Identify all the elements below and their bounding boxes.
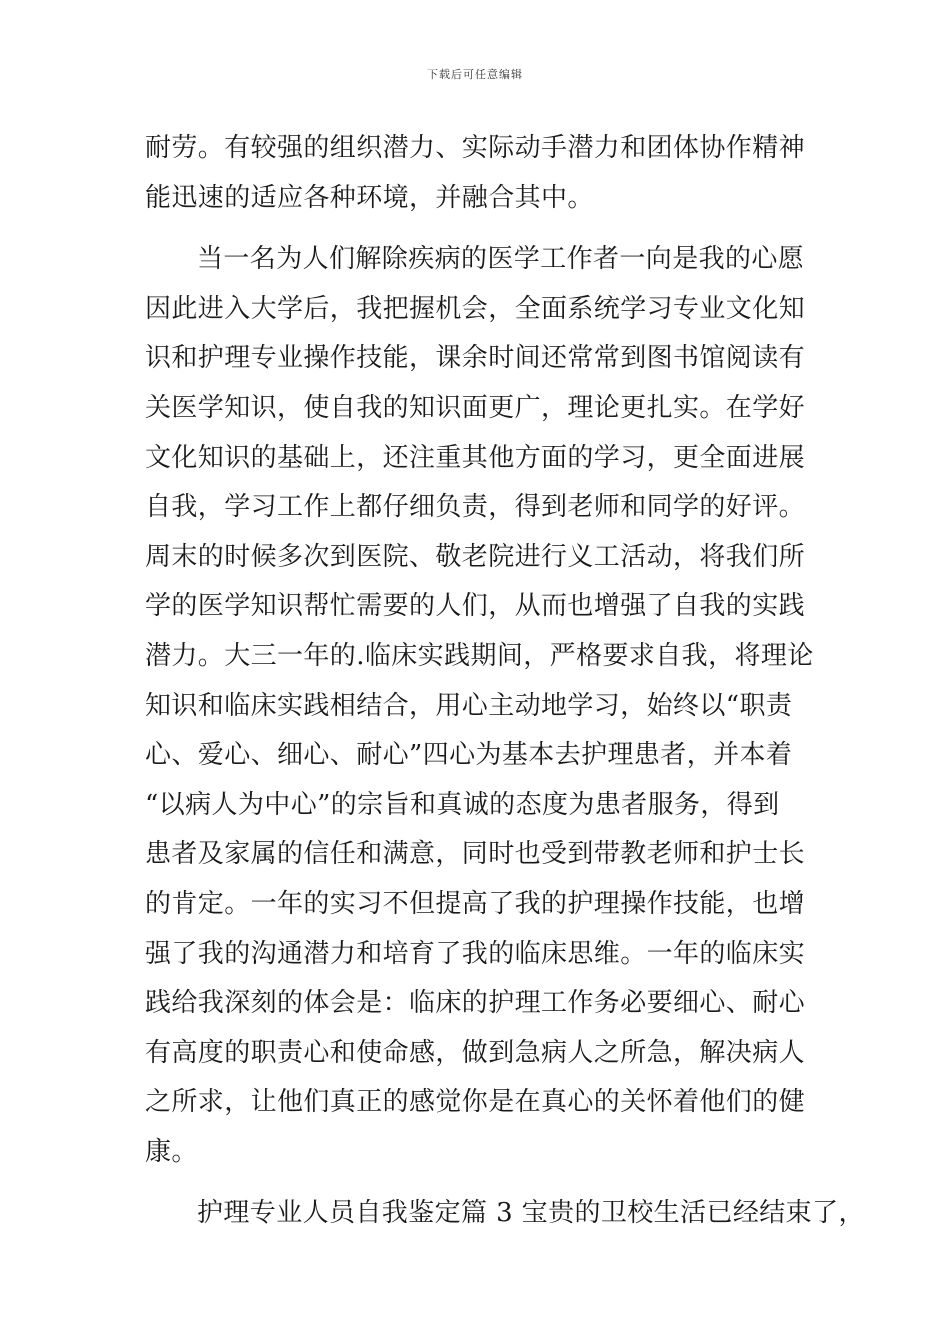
text-line: 践给我深刻的体会是：临床的护理工作务必要细心、耐心 [145, 988, 806, 1019]
page-header: 下载后可任意编辑 [427, 68, 523, 81]
text-line: 护理专业人员自我鉴定篇 3 宝贵的卫校生活已经结束了， [197, 1198, 865, 1229]
text-line: 学的医学知识帮忙需要的人们，从而也增强了自我的实践 [145, 591, 806, 622]
text-line: 关医学知识，使自我的知识面更广，理论更扎实。在学好 [145, 392, 806, 423]
text-line: 周末的时候多次到医院、敬老院进行义工活动，将我们所 [145, 541, 806, 572]
text-line: 知识和临床实践相结合，用心主动地学习，始终以“职责 [145, 690, 793, 721]
text-line: “以病人为中心”的宗旨和真诚的态度为患者服务，得到 [145, 789, 780, 820]
text-line: 心、爱心、细心、耐心”四心为基本去护理患者，并本着 [145, 740, 793, 771]
paragraph [145, 1189, 865, 1239]
text-line: 文化知识的基础上，还注重其他方面的学习，更全面进展 [145, 442, 806, 473]
text-line: 有高度的职责心和使命感，做到急病人之所急，解决病人 [145, 1037, 806, 1068]
text-line: 之所求，让他们真正的感觉你是在真心的关怀着他们的健 [145, 1087, 806, 1118]
text-line: 的肯定。一年的实习不但提高了我的护理操作技能，也增 [145, 888, 806, 919]
text-line: 强了我的沟通潜力和培育了我的临床思维。一年的临床实 [145, 938, 806, 969]
document-body [145, 124, 865, 1239]
text-line: 潜力。大三一年的.临床实践期间，严格要求自我，将理论 [145, 640, 814, 671]
paragraph [145, 124, 810, 223]
paragraph [145, 235, 814, 1177]
text-line: 能迅速的适应各种环境，并融合其中。 [145, 182, 594, 213]
text-line: 自我，学习工作上都仔细负责，得到老师和同学的好评。 [145, 492, 806, 523]
text-line: 当一名为人们解除疾病的医学工作者一向是我的心愿 [197, 244, 805, 275]
text-line: 识和护理专业操作技能，课余时间还常常到图书馆阅读有 [145, 343, 806, 374]
text-line: 康。 [145, 1136, 198, 1167]
text-line: 患者及家属的信任和满意，同时也受到带教老师和护士长 [145, 839, 806, 870]
text-line: 耐劳。有较强的组织潜力、实际动手潜力和团体协作精神 [145, 133, 806, 163]
text-line: 因此进入大学后，我把握机会，全面系统学习专业文化知 [145, 293, 806, 324]
